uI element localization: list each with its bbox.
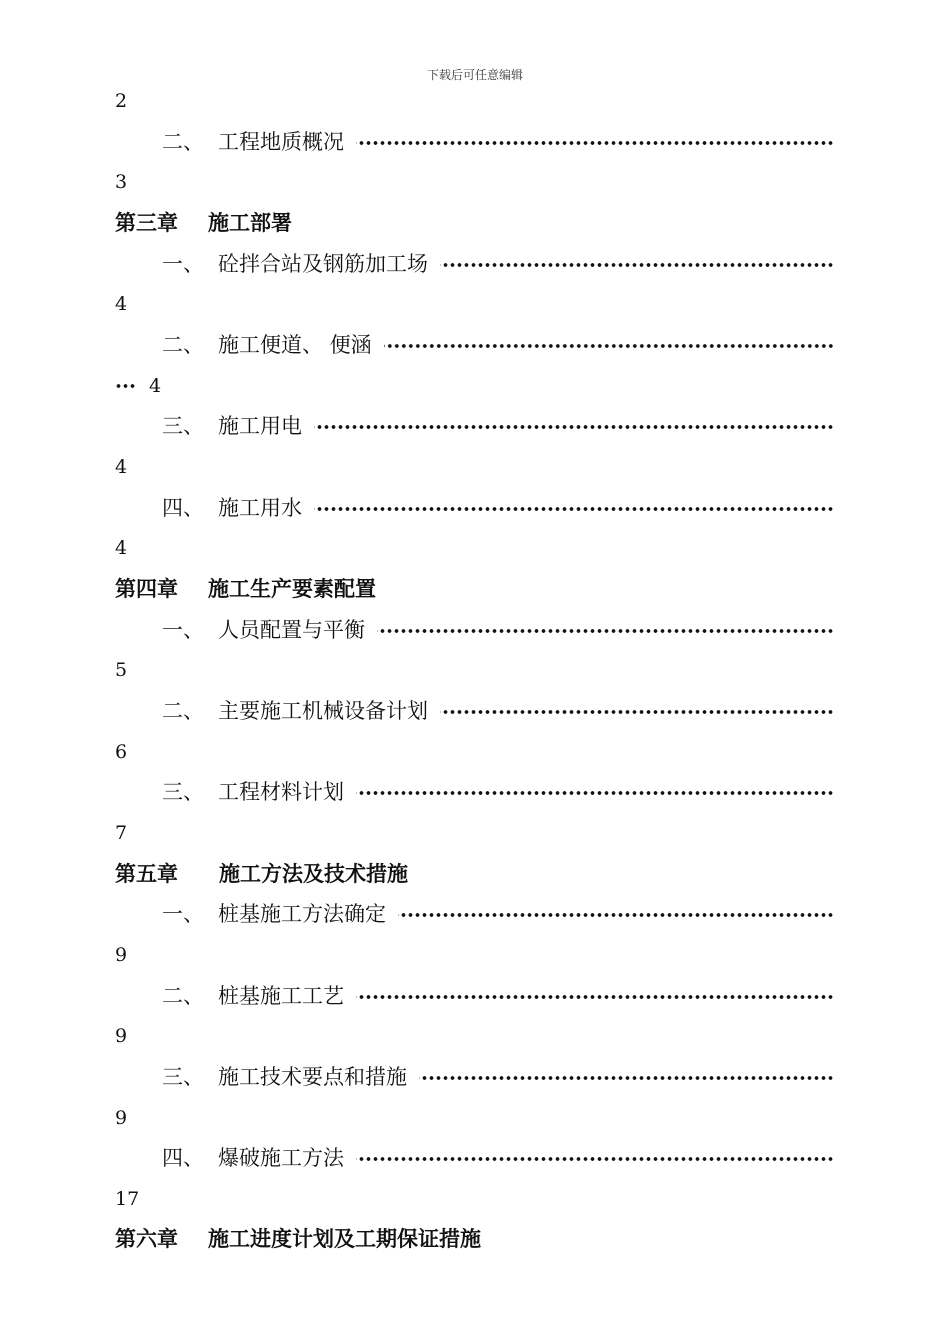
page-number: 5 bbox=[115, 659, 128, 682]
entry-title: 砼拌合站及钢筋加工场 bbox=[218, 251, 428, 276]
toc-entry[interactable] bbox=[162, 696, 834, 726]
entry-title: 施工用电 bbox=[218, 414, 302, 439]
entry-ordinal: 一、 bbox=[162, 617, 204, 642]
entry-title: 桩基施工工艺 bbox=[218, 983, 344, 1008]
dot-leader bbox=[377, 629, 834, 633]
toc-entry[interactable] bbox=[162, 330, 834, 360]
entry-title: 施工用水 bbox=[218, 495, 302, 520]
toc-entry[interactable] bbox=[162, 777, 834, 807]
page-number: 6 bbox=[115, 740, 128, 763]
entry-title: 爆破施工方法 bbox=[218, 1146, 344, 1171]
page-number: 4 bbox=[149, 374, 162, 397]
entry-ordinal: 一、 bbox=[162, 251, 204, 276]
toc-entry[interactable] bbox=[162, 899, 834, 929]
dot-leader bbox=[440, 263, 834, 267]
page-number: 4 bbox=[115, 293, 128, 316]
toc-entry[interactable] bbox=[162, 1062, 834, 1092]
chapter-label: 第五章 bbox=[115, 861, 178, 886]
page-number: 4 bbox=[115, 537, 128, 560]
toc-entry[interactable] bbox=[162, 411, 834, 441]
entry-ordinal: 三、 bbox=[162, 1064, 204, 1089]
entry-title: 施工便道、 便涵 bbox=[218, 332, 372, 357]
entry-ordinal: 三、 bbox=[162, 780, 204, 805]
dot-leader bbox=[356, 1157, 834, 1161]
page-number: 7 bbox=[115, 821, 128, 844]
entry-title: 桩基施工方法确定 bbox=[218, 902, 386, 927]
entry-ordinal: 二、 bbox=[162, 332, 204, 357]
page-number: 9 bbox=[115, 943, 128, 966]
dot-leader bbox=[314, 425, 834, 429]
page-number: 9 bbox=[115, 1106, 128, 1129]
page-number: 2 bbox=[115, 90, 128, 112]
entry-ordinal: 二、 bbox=[162, 129, 204, 154]
toc-entry[interactable] bbox=[162, 1143, 834, 1173]
entry-ordinal: 三、 bbox=[162, 414, 204, 439]
toc-entry[interactable] bbox=[162, 981, 834, 1011]
dot-leader bbox=[356, 791, 834, 795]
toc-entry[interactable] bbox=[162, 127, 834, 157]
entry-title: 工程地质概况 bbox=[218, 129, 344, 154]
chapter-title: 施工生产要素配置 bbox=[208, 576, 376, 601]
entry-ordinal: 一、 bbox=[162, 902, 204, 927]
toc-entry[interactable] bbox=[162, 249, 834, 279]
dot-leader bbox=[384, 344, 834, 348]
chapter-heading bbox=[115, 574, 376, 604]
chapter-title: 施工部署 bbox=[208, 210, 292, 235]
page-header: 下载后可任意编辑 bbox=[426, 68, 523, 82]
chapter-title: 施工方法及技术措施 bbox=[219, 861, 408, 886]
entry-ordinal: 四、 bbox=[162, 495, 204, 520]
dot-leader bbox=[356, 995, 834, 999]
entry-ordinal: 二、 bbox=[162, 983, 204, 1008]
page-number: 17 bbox=[115, 1187, 140, 1210]
entry-title: 工程材料计划 bbox=[218, 780, 344, 805]
dot-leader bbox=[419, 1076, 834, 1080]
dot-leader bbox=[440, 710, 834, 714]
chapter-heading bbox=[115, 208, 292, 238]
toc-entry[interactable] bbox=[162, 493, 834, 523]
chapter-label: 第六章 bbox=[115, 1227, 178, 1252]
entry-title: 人员配置与平衡 bbox=[218, 617, 365, 642]
dot-leader bbox=[356, 141, 834, 145]
dot-leader bbox=[398, 913, 834, 917]
entry-ordinal: 四、 bbox=[162, 1146, 204, 1171]
entry-title: 主要施工机械设备计划 bbox=[218, 698, 428, 723]
dot-leader bbox=[115, 384, 137, 388]
entry-ordinal: 二、 bbox=[162, 698, 204, 723]
chapter-heading bbox=[115, 859, 408, 889]
page-number: 3 bbox=[115, 171, 128, 194]
dot-leader bbox=[314, 507, 834, 511]
page-number: 4 bbox=[115, 455, 128, 478]
page-number: 9 bbox=[115, 1025, 128, 1048]
continued-page-number bbox=[115, 371, 161, 401]
chapter-heading bbox=[115, 1224, 481, 1254]
chapter-title: 施工进度计划及工期保证措施 bbox=[208, 1227, 481, 1252]
entry-title: 施工技术要点和措施 bbox=[218, 1064, 407, 1089]
chapter-label: 第三章 bbox=[115, 210, 178, 235]
toc-entry[interactable] bbox=[162, 615, 834, 645]
chapter-label: 第四章 bbox=[115, 576, 178, 601]
